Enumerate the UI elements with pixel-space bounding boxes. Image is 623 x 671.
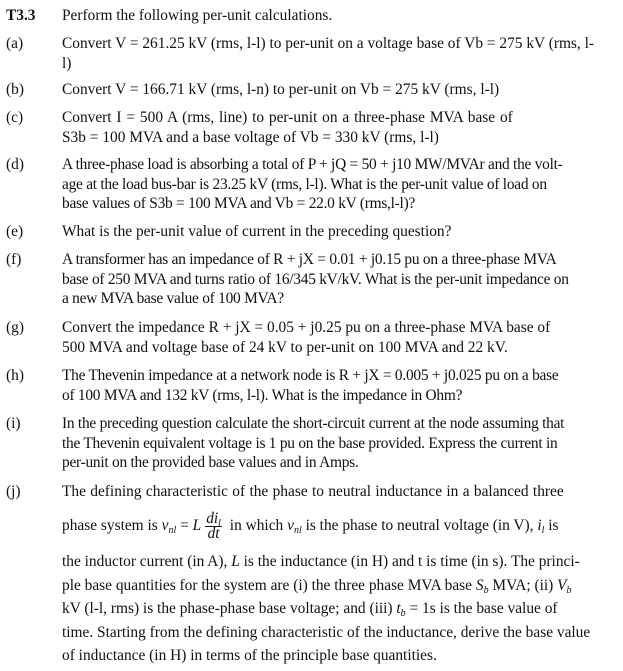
question-text: In the preceding question calculate the short-circuit current at the node assuming that the Thevenin equivalent voltage is 1 pu on the base provided. Express the current in per-unit on the provided base values and in Amps. <box>62 415 565 471</box>
question-text: Convert V = 166.71 kV (rms, l-n) to per-unit on Vb = 275 kV (rms, l-l) <box>62 81 500 98</box>
question-label: (j) <box>6 483 21 500</box>
question-text: The defining characteristic of the phase to neutral inductance in a balanced three <box>62 483 564 500</box>
question-text: What is the per-unit value of current in the preceding question? <box>62 223 452 240</box>
question-text: Convert V = 261.25 kV (rms, l-l) to per-unit on a voltage base of Vb = 275 kV (rms, l- l) <box>62 35 595 72</box>
question-label: (h) <box>6 367 24 384</box>
exercise-title: Perform the following per-unit calculations. <box>62 7 333 24</box>
question-label: (b) <box>6 81 24 98</box>
exercise-label: T3.3 <box>6 7 36 24</box>
question-text: The Thevenin impedance at a network node is R + jX = 0.005 + j0.025 pu on a base of 100 MVA and 132 kV (rms, l-l). What is the impedance in Ohm? <box>62 367 559 404</box>
question-label: (c) <box>6 109 24 126</box>
question-j-formula-line <box>0 509 613 543</box>
question-label: (f) <box>6 251 22 268</box>
question-label: (e) <box>6 223 24 240</box>
formula-line: phase system is $v_{nl} = L$ $\frac{di_l}{dt}$ in which $v_{nl}$ is the phase to neutral voltage (in V), $i_l$ is <box>62 509 559 542</box>
question-label: (a) <box>6 35 24 52</box>
question-label: (g) <box>6 319 24 336</box>
question-text: Convert the impedance R + jX = 0.05 + j0.25 pu on a three-phase MVA base of 500 MVA and voltage base of 24 kV to per-unit on 100 MVA and 22 kV. <box>62 319 551 356</box>
question-text: the inductor current (in A), L is the inductance (in H) and t is time (in s). The princi- ple base quantities for the system are (i) the three phase MVA base $S_b$ MVA; (ii) $V_b$ kV (l-l, rms) is the phase-phase base voltage; and (iii) $t_b = 1s$ is the base value of time. Starting from the defining characteristic of the inductance, derive the base value of inductance (in H) in terms of the principle base quantities. <box>62 553 591 664</box>
derivative-fraction: $\frac{di_l}{dt}$ <box>206 509 221 542</box>
question-text: A transformer has an impedance of R + jX = 0.01 + j0.15 pu on a three-phase MVA base of 250 MVA and turns ratio of 16/345 kV/kV. What is the per-unit impedance on a new MVA base value of 100 MVA? <box>62 251 569 307</box>
question-text: Convert I = 500 A (rms, line) to per-unit on a three-phase MVA base of S3b = 100 MVA and a base voltage of Vb = 330 kV (rms, l-l) <box>62 109 513 146</box>
question-label: (i) <box>6 415 21 432</box>
question-label: (d) <box>6 156 24 173</box>
question-text: A three-phase load is absorbing a total of P + jQ = 50 + j10 MW/MVAr and the volt- age at the load bus-bar is 23.25 kV (rms, l-l). What is the per-unit value of load on base values of S3b = 100 MVA and Vb = 22.0 kV (rms,l-l)? <box>62 156 563 212</box>
